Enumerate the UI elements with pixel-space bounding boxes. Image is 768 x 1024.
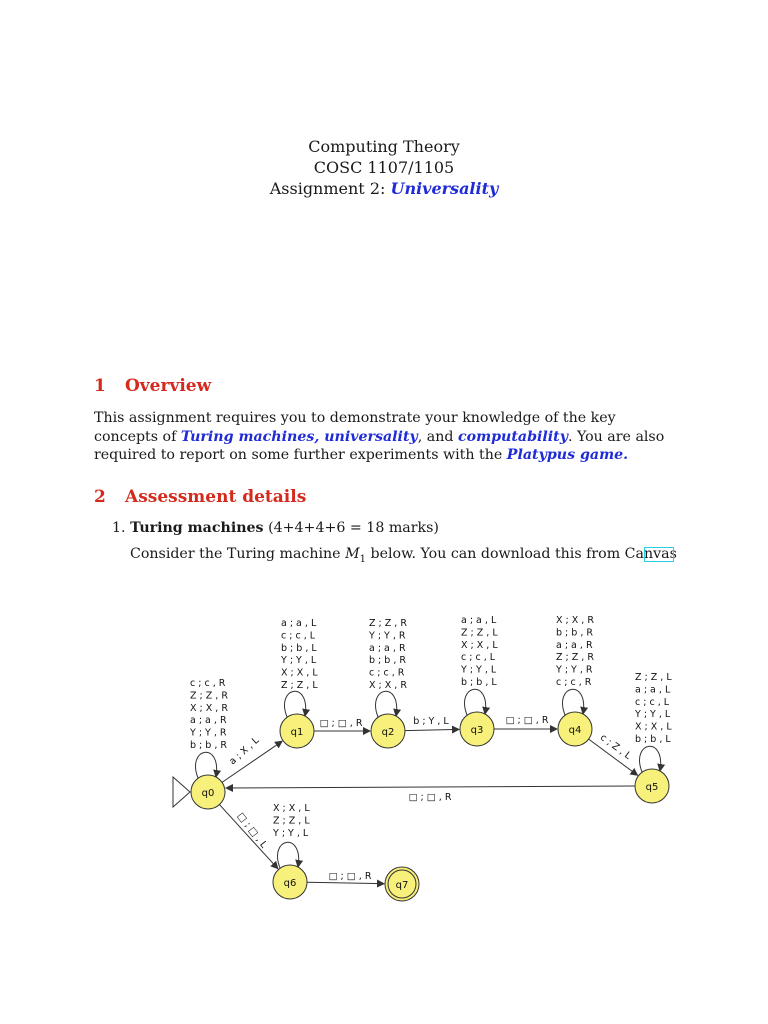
computability-link[interactable]: computability bbox=[457, 428, 568, 445]
self-loop-q1 bbox=[285, 691, 306, 717]
loop-label: b ; b , L bbox=[461, 677, 497, 688]
state-q7 bbox=[385, 867, 419, 901]
self-loop-q3 bbox=[465, 689, 486, 715]
loop-label: X ; X , L bbox=[273, 803, 310, 814]
loop-label: X ; X , R bbox=[369, 680, 407, 691]
loop-label: c ; c , R bbox=[556, 677, 592, 688]
state-q4 bbox=[558, 712, 592, 746]
transition-q2-q3 bbox=[405, 729, 459, 730]
loop-label: Y ; Y , L bbox=[635, 709, 671, 721]
loop-label: X ; X , L bbox=[635, 721, 672, 733]
section-title: Assessment details bbox=[125, 487, 307, 507]
list-item-number: 1. bbox=[112, 520, 126, 536]
state-label: q5 bbox=[645, 782, 659, 793]
state-q1 bbox=[280, 714, 314, 748]
self-loop-q0 bbox=[196, 752, 217, 778]
loop-label: Y ; Y , L bbox=[273, 827, 309, 839]
transition-label: b ; Y , L bbox=[413, 716, 449, 727]
loop-label: Y ; Y , R bbox=[369, 630, 406, 642]
assignment-topic-link[interactable]: Universality bbox=[390, 179, 499, 198]
loop-label: X ; X , L bbox=[461, 639, 498, 651]
loop-label: Z ; Z , L bbox=[273, 815, 310, 827]
paragraph-text: This assignment requires you to demonstrate your knowledge of the key concepts of bbox=[94, 410, 616, 445]
loop-label: b ; b , R bbox=[190, 740, 227, 751]
loop-label: Z ; Z , R bbox=[190, 690, 228, 702]
section-number: 2 bbox=[94, 487, 106, 507]
turing-machines-link[interactable]: Turing machines, universality bbox=[180, 428, 418, 445]
loop-label: c ; c , L bbox=[281, 630, 316, 642]
list-item-title: Turing machines bbox=[130, 520, 264, 536]
transition-label: a ; X , L bbox=[227, 735, 262, 768]
loop-label: Z ; Z , L bbox=[461, 627, 498, 639]
self-loop-q6 bbox=[278, 842, 299, 868]
transition-label: □ ; □ , R bbox=[408, 792, 452, 803]
loop-label: Y ; Y , R bbox=[190, 727, 227, 739]
loop-label: c ; c , L bbox=[461, 652, 496, 664]
loop-label: Y ; Y , L bbox=[461, 664, 497, 676]
self-loop-q2 bbox=[376, 691, 397, 717]
loop-label: Y ; Y , L bbox=[281, 655, 317, 667]
loop-label: Z ; Z , R bbox=[556, 652, 594, 664]
loop-label: b ; b , R bbox=[556, 627, 593, 639]
state-q5 bbox=[635, 769, 669, 803]
description-text: Consider the Turing machine bbox=[130, 546, 346, 562]
section-number: 1 bbox=[94, 376, 106, 396]
state-q0 bbox=[191, 775, 225, 809]
loop-label: c ; c , L bbox=[635, 696, 670, 708]
state-q2 bbox=[371, 714, 405, 748]
course-code: COSC 1107/1105 bbox=[313, 158, 455, 177]
transition-label: □ ; □ , L bbox=[234, 810, 270, 851]
loop-label: Z ; Z , L bbox=[635, 672, 672, 683]
loop-label: a ; a , L bbox=[281, 618, 317, 629]
loop-label: a ; a , L bbox=[461, 615, 497, 626]
paragraph-text: . You are also required to report on some further experiments with the bbox=[94, 428, 665, 463]
loop-label: a ; a , R bbox=[190, 715, 227, 727]
machine-subscript: 1 bbox=[359, 553, 366, 565]
machine-name: M bbox=[345, 546, 360, 562]
loop-label: Y ; Y , R bbox=[556, 664, 593, 676]
state-label: q0 bbox=[201, 788, 215, 799]
transition-q0-q6 bbox=[219, 805, 277, 869]
transition-q6-q7 bbox=[307, 882, 384, 883]
start-state-marker bbox=[173, 777, 190, 807]
state-label: q4 bbox=[568, 725, 582, 736]
loop-label: X ; X , R bbox=[556, 615, 594, 626]
description-text: below. You can download this from Canvas bbox=[366, 546, 677, 562]
section-title: Overview bbox=[125, 376, 212, 396]
loop-label: a ; a , R bbox=[369, 642, 406, 654]
loop-label: b ; b , L bbox=[281, 642, 317, 654]
self-loop-q5 bbox=[640, 746, 661, 772]
loop-label: Z ; Z , R bbox=[369, 618, 407, 629]
loop-label: X ; X , R bbox=[190, 702, 228, 714]
self-loop-q4 bbox=[563, 689, 584, 715]
loop-label: a ; a , R bbox=[556, 639, 593, 651]
loop-label: b ; b , L bbox=[635, 734, 671, 745]
loop-label: X ; X , L bbox=[281, 667, 318, 679]
loop-label: b ; b , R bbox=[369, 655, 406, 667]
state-label: q7 bbox=[395, 880, 409, 891]
transition-label: c ; Z , L bbox=[597, 732, 633, 762]
loop-label: c ; c , R bbox=[369, 667, 405, 679]
loop-label: Z ; Z , L bbox=[281, 680, 318, 691]
loop-label: a ; a , L bbox=[635, 684, 671, 696]
transition-label: □ ; □ , R bbox=[505, 715, 549, 726]
transition-q5-q0 bbox=[226, 786, 635, 788]
transition-label: □ ; □ , R bbox=[328, 871, 372, 882]
loop-label: c ; c , R bbox=[190, 678, 226, 689]
transition-label: □ ; □ , R bbox=[319, 718, 363, 729]
state-label: q6 bbox=[283, 878, 297, 889]
assignment-prefix: Assignment 2: bbox=[269, 179, 386, 198]
paragraph-text: , and bbox=[417, 428, 458, 445]
state-label: q3 bbox=[470, 725, 484, 736]
course-name: Computing Theory bbox=[308, 137, 460, 156]
state-label: q2 bbox=[381, 727, 395, 738]
platypus-game-link[interactable]: Platypus game. bbox=[506, 447, 629, 463]
state-label: q1 bbox=[290, 727, 304, 738]
state-q3 bbox=[460, 712, 494, 746]
list-item-marks: (4+4+4+6 = 18 marks) bbox=[268, 520, 439, 536]
state-q6 bbox=[273, 865, 307, 899]
